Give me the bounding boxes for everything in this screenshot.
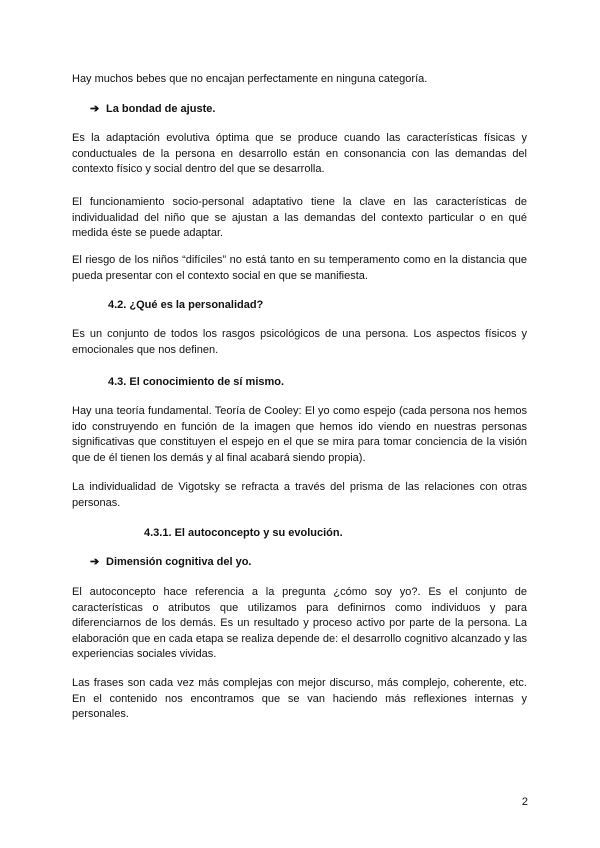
paragraph-bondad-def: Es la adaptación evolutiva óptima que se produce cuando las características físicas y conductuales de la persona en desarrollo están en consonancia con las demandas del contexto físico y social dentro del que se desarrolla. [72, 132, 527, 175]
paragraph-autoconcepto: El autoconcepto hace referencia a la pregunta ¿cómo soy yo?. Es el conjunto de características o atributos que utilizamos para definirnos como individuos y para diferenciarnos de los demás. Es un resultado y proceso activo por parte de la persona. La elaboración que en cada etapa se realiza depende de: el desarrollo cognitivo alcanzado y las experiencias sociales vividas. [72, 586, 527, 660]
paragraph-personalidad-def: Es un conjunto de todos los rasgos psicológicos de una persona. Los aspectos físicos y emocionales que nos definen. [72, 328, 527, 356]
heading-conocimiento: 4.3. El conocimiento de sí mismo. [108, 376, 285, 388]
heading-bondad-text: La bondad de ajuste. [106, 103, 216, 115]
heading-personalidad: 4.2. ¿Qué es la personalidad? [108, 299, 264, 311]
paragraph-riesgo: El riesgo de los niños “difíciles” no está tanto en su temperamento como en la distancia que pueda presentar con el contexto social en que se manifiesta. [72, 254, 527, 282]
heading-dimension-text: Dimensión cognitiva del yo. [106, 556, 252, 568]
heading-bondad [90, 102, 215, 117]
paragraph-vigotsky: La individualidad de Vigotsky se refracta a través del prisma de las relaciones con otras personas. [72, 481, 527, 509]
arrow-right-icon: ➔ [90, 556, 100, 568]
paragraph-intro: Hay muchos bebes que no encajan perfectamente en ninguna categoría. [72, 73, 428, 85]
arrow-right-icon: ➔ [90, 103, 100, 115]
heading-autoconcepto: 4.3.1. El autoconcepto y su evolución. [144, 527, 343, 539]
page-number: 2 [521, 796, 528, 808]
paragraph-cooley: Hay una teoría fundamental. Teoría de Cooley: El yo como espejo (cada persona nos hemos ido construyendo en función de la imagen que hemos ido viendo en nuestras personas significativas que constituyen el espejo en el que se mira para tomar conciencia de la visión que de él tienen los demás y al final acabará siendo propia). [72, 405, 527, 464]
heading-dimension [90, 555, 251, 570]
paragraph-frases: Las frases son cada vez más complejas con mejor discurso, más complejo, coherente, etc. En el contenido nos encontramos que se van haciendo más reflexiones internas y personales. [72, 677, 527, 720]
paragraph-funcionamiento: El funcionamiento socio-personal adaptativo tiene la clave en las características de individualidad del niño que se ajustan a las demandas del contexto particular o en qué medida éste se puede adaptar. [72, 196, 527, 239]
